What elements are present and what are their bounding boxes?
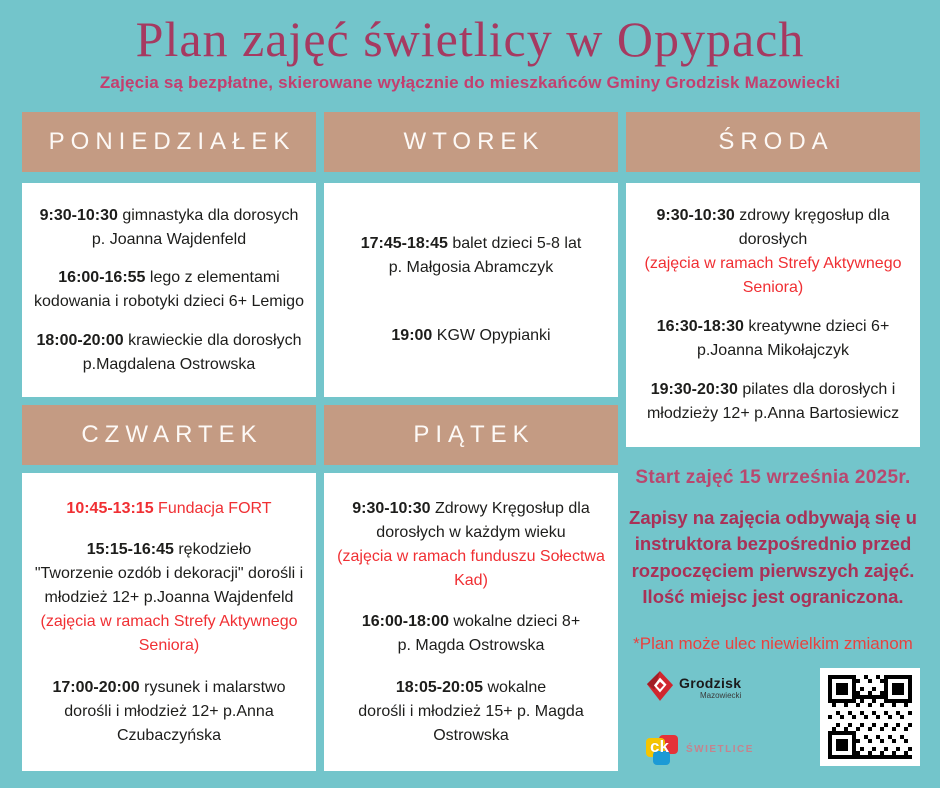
- session: [333, 232, 609, 280]
- session-time: 19:00: [391, 326, 433, 344]
- masthead: [0, 0, 940, 100]
- column-monday-thursday: [22, 112, 316, 771]
- session: [333, 497, 609, 593]
- session-text: pilates dla dorosłych i młodzieży 12+ p.Anna Bartosiewicz: [646, 381, 900, 422]
- session-text: kreatywne dzieci 6+: [743, 318, 890, 335]
- session-time: 15:15-16:45: [86, 541, 174, 558]
- column-tuesday-friday: [324, 112, 618, 771]
- logo-stack: [646, 670, 754, 765]
- grodzisk-logo: [646, 670, 754, 707]
- session-text: dorośli i młodzież 12+ p.Anna Czubaczyńska: [64, 702, 274, 744]
- grodzisk-logo-name: Grodzisk: [679, 675, 742, 692]
- session-text: zdrowy kręgosłup dla dorosłych: [734, 207, 890, 248]
- day-header-wtorek: WTOREK: [324, 112, 618, 172]
- session-text: p. Magda Ostrowska: [397, 637, 545, 654]
- session-text: p. Joanna Wajdenfeld: [91, 230, 247, 248]
- session-time: 19:30-20:30: [650, 381, 738, 398]
- session: [333, 610, 609, 658]
- session-text: (zajęcia w ramach Strefy Aktywnego Seniora): [644, 255, 902, 296]
- disclaimer-note: *Plan może ulec niewielkim zmianom: [633, 634, 913, 654]
- session: [31, 538, 307, 658]
- session-text: dorośli i młodzież 15+ p. Magda Ostrowska: [358, 702, 584, 744]
- session: [31, 266, 307, 314]
- session-text: p.Joanna Mikołajczyk: [696, 342, 850, 359]
- session-text: "Tworzenie ozdób i dekoracji" dorośli i młodzież 12+ p.Joanna Wajdenfeld: [34, 565, 304, 606]
- ck-swietlice-icon: [646, 735, 678, 765]
- day-card-czwartek: [22, 473, 316, 771]
- session-text: p.Magdalena Ostrowska: [82, 355, 256, 373]
- session-time: 17:45-18:45: [360, 235, 448, 253]
- session: [635, 378, 911, 426]
- session-time: 10:45-13:15: [66, 499, 154, 517]
- session-text: KGW Opypianki: [432, 326, 551, 344]
- grodzisk-logo-subname: Mazowiecki: [699, 691, 742, 701]
- session-time: 16:30-18:30: [656, 318, 744, 335]
- session-text: rysunek i malarstwo: [139, 678, 286, 696]
- session-text: wokalne dzieci 8+: [448, 613, 581, 630]
- column-wednesday-info: [626, 112, 920, 766]
- day-card-poniedzialek: [22, 183, 316, 397]
- session-time: 17:00-20:00: [52, 678, 140, 696]
- session: [635, 315, 911, 363]
- session: [635, 204, 911, 300]
- session-text: balet dzieci 5-8 lat: [447, 235, 582, 253]
- session: [333, 324, 609, 348]
- session: [31, 204, 307, 252]
- session-time: 16:00-16:55: [58, 269, 146, 286]
- session-text: Fundacja FORT: [153, 499, 272, 517]
- session: [333, 676, 609, 748]
- start-date-heading: Start zajęć 15 września 2025r.: [635, 467, 911, 488]
- ck-swietlice-logo: [646, 735, 754, 765]
- session-text: p. Małgosia Abramczyk: [388, 259, 554, 277]
- session-time: 9:30-10:30: [656, 207, 735, 224]
- day-header-sroda: ŚRODA: [626, 112, 920, 172]
- page-title: Plan zajęć świetlicy w Opypach: [135, 11, 805, 67]
- session-time: 18:00-20:00: [36, 331, 124, 349]
- session-text: rękodzieło: [173, 541, 252, 558]
- ck-logo-letters: ck: [650, 736, 669, 756]
- session: [31, 676, 307, 748]
- day-card-wtorek: [324, 183, 618, 397]
- session-time: 9:30-10:30: [352, 499, 431, 517]
- page-subtitle: Zajęcia są bezpłatne, skierowane wyłącznie do mieszkańców Gminy Grodzisk Mazowiecki: [99, 73, 841, 92]
- session-text: (zajęcia w ramach funduszu Sołectwa Kad): [337, 547, 605, 589]
- session-text: (zajęcia w ramach Strefy Aktywnego Seniora): [40, 613, 298, 654]
- session-text: wokalne: [483, 678, 547, 696]
- session-text: gimnastyka dla dorosych: [117, 206, 299, 224]
- session: [31, 497, 307, 521]
- signup-note: Zapisy na zajęcia odbywają się u instruktora bezpośrednio przed rozpoczęciem pierwszych zajęć. Ilość miejsc jest ograniczona.: [629, 507, 917, 607]
- day-card-piatek: [324, 473, 618, 771]
- qr-code: [820, 668, 920, 766]
- session-time: 9:30-10:30: [39, 206, 118, 224]
- day-header-czwartek: CZWARTEK: [22, 405, 316, 465]
- footer-row: [626, 668, 920, 766]
- ck-logo-label: ŚWIETLICE: [686, 744, 754, 756]
- grodzisk-emblem-icon: [646, 670, 674, 707]
- session-time: 18:05-20:05: [395, 678, 483, 696]
- session: [31, 329, 307, 377]
- day-header-piatek: PIĄTEK: [324, 405, 618, 465]
- session-text: krawieckie dla dorosłych: [123, 331, 302, 349]
- day-card-sroda: [626, 183, 920, 447]
- grodzisk-logo-text: [679, 676, 741, 700]
- session-time: 16:00-18:00: [361, 613, 449, 630]
- schedule-grid: [0, 112, 940, 771]
- session-text: Zdrowy Kręgosłup dla dorosłych w każdym wieku: [376, 499, 590, 541]
- session-text: lego z elementami kodowania i robotyki dzieci 6+ Lemigo: [34, 269, 304, 310]
- day-header-poniedzialek: PONIEDZIAŁEK: [22, 112, 316, 172]
